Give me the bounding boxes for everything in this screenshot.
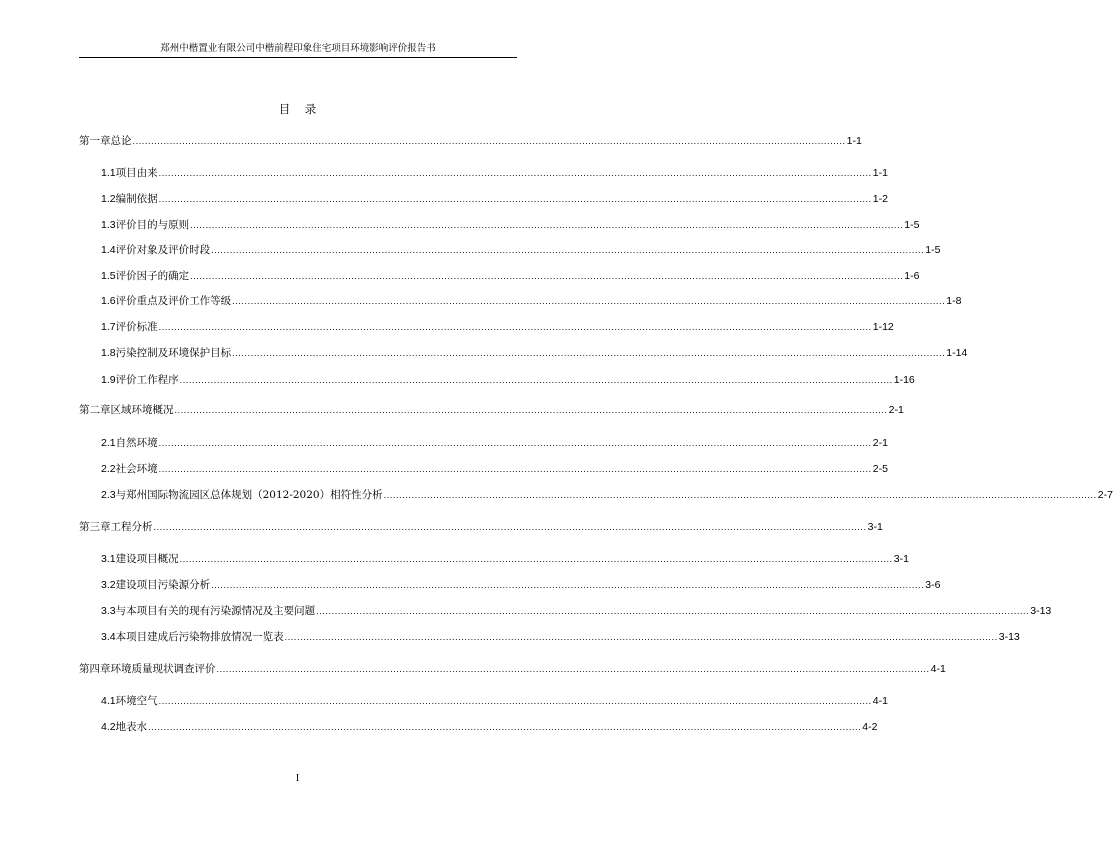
toc-entry-page: 1-5: [925, 244, 941, 256]
toc-entry-number: 3.1: [101, 553, 116, 565]
toc-entry-number: 4.1: [101, 695, 116, 707]
toc-entry-label: 区域环境概况: [110, 404, 174, 416]
toc-dot-leader: ......................................................................................................................................................................................................................................: [190, 271, 904, 281]
toc-entry-label: 环境质量现状调查评价: [110, 663, 216, 675]
toc-entry-page: 3-1: [893, 553, 909, 565]
toc-dot-leader: ......................................................................................................................................................................................................................................: [179, 375, 893, 385]
toc-entry-page: 2-5: [872, 463, 888, 475]
toc-entry-label: 评价对象及评价时段: [115, 244, 211, 256]
toc-dot-leader: ......................................................................................................................................................................................................................................: [190, 220, 904, 230]
toc-entry-label: 建设项目概况: [115, 553, 179, 565]
toc-entry-number: 1.8: [101, 347, 116, 359]
toc-section-entry[interactable]: [101, 628, 1020, 644]
toc-entry-number: 1.5: [101, 270, 116, 282]
toc-dot-leader: ......................................................................................................................................................................................................................................: [211, 245, 925, 255]
toc-entry-page: 1-6: [904, 270, 920, 282]
toc-dot-leader: ......................................................................................................................................................................................................................................: [148, 722, 862, 732]
toc-dot-leader: ......................................................................................................................................................................................................................................: [179, 554, 893, 564]
toc-entry-label: 污染控制及环境保护目标: [115, 347, 232, 359]
toc-entry-label: 评价目的与原则: [115, 219, 190, 231]
toc-entry-page: 1-12: [872, 321, 894, 333]
toc-entry-page: 1-16: [893, 374, 915, 386]
toc-dot-leader: ......................................................................................................................................................................................................................................: [158, 464, 872, 474]
toc-entry-number: 第三章: [79, 521, 111, 533]
toc-dot-leader: ......................................................................................................................................................................................................................................: [158, 322, 872, 332]
toc-entry-label: 评价因子的确定: [115, 270, 190, 282]
toc-dot-leader: ......................................................................................................................................................................................................................................: [158, 696, 872, 706]
toc-entry-label: 评价重点及评价工作等级: [115, 295, 232, 307]
toc-entry-label: 编制依据: [115, 193, 158, 205]
toc-entry-page: 2-1: [888, 404, 904, 416]
toc-dot-leader: ......................................................................................................................................................................................................................................: [211, 580, 925, 590]
toc-entry-number: 3.4: [101, 631, 116, 643]
toc-entry-number: 1.7: [101, 321, 116, 333]
toc-entry-label: 与郑州国际物流园区总体规划（2012-2020）相符性分析: [115, 489, 383, 501]
toc-entry-page: 2-1: [872, 437, 888, 449]
toc-entry-page: 3-6: [925, 579, 941, 591]
toc-entry-page: 3-1: [867, 521, 883, 533]
page-number: I: [295, 773, 300, 784]
toc-chapter-entry[interactable]: [79, 132, 862, 148]
toc-dot-leader: ......................................................................................................................................................................................................................................: [284, 632, 998, 642]
toc-entry-label: 评价工作程序: [115, 374, 179, 386]
toc-entry-page: 2-7: [1097, 489, 1113, 501]
toc-entry-number: 第一章: [79, 135, 111, 147]
toc-section-entry[interactable]: [101, 576, 941, 592]
toc-entry-page: 1-1: [846, 135, 862, 147]
toc-dot-leader: ......................................................................................................................................................................................................................................: [216, 664, 930, 674]
toc-entry-page: 4-1: [930, 663, 946, 675]
toc-entry-number: 2.2: [101, 463, 116, 475]
toc-entry-page: 1-14: [946, 347, 968, 359]
toc-dot-leader: ......................................................................................................................................................................................................................................: [174, 405, 888, 415]
toc-entry-page: 1-5: [904, 219, 920, 231]
toc-entry-label: 地表水: [115, 721, 148, 733]
toc-entry-label: 工程分析: [110, 521, 153, 533]
toc-entry-label: 评价标准: [115, 321, 158, 333]
toc-entry-label: 项目由来: [115, 167, 158, 179]
toc-entry-number: 1.9: [101, 374, 116, 386]
toc-entry-page: 3-13: [1030, 605, 1052, 617]
header-divider: [79, 57, 517, 58]
toc-section-entry[interactable]: [101, 267, 920, 283]
toc-dot-leader: ......................................................................................................................................................................................................................................: [158, 194, 872, 204]
toc-dot-leader: ......................................................................................................................................................................................................................................: [132, 136, 846, 146]
toc-section-entry[interactable]: [101, 190, 888, 206]
toc-section-entry[interactable]: [101, 718, 878, 734]
toc-entry-page: 4-1: [872, 695, 888, 707]
toc-section-entry[interactable]: [101, 216, 920, 232]
toc-entry-number: 第二章: [79, 404, 111, 416]
toc-entry-page: 3-13: [998, 631, 1020, 643]
toc-entry-number: 1.6: [101, 295, 116, 307]
document-header: 郑州中楷置业有限公司中楷前程印象住宅项目环境影响评价报告书: [160, 43, 436, 54]
toc-section-entry[interactable]: [101, 434, 888, 450]
toc-entry-number: 2.1: [101, 437, 116, 449]
toc-section-entry[interactable]: [101, 241, 941, 257]
toc-entry-number: 1.4: [101, 244, 116, 256]
toc-entry-page: 1-1: [872, 167, 888, 179]
toc-dot-leader: ......................................................................................................................................................................................................................................: [232, 296, 946, 306]
toc-section-entry[interactable]: [101, 486, 1113, 502]
toc-entry-label: 总论: [110, 135, 132, 147]
toc-section-entry[interactable]: [101, 164, 888, 180]
toc-section-entry[interactable]: [101, 344, 968, 360]
toc-entry-page: 1-8: [946, 295, 962, 307]
toc-dot-leader: ......................................................................................................................................................................................................................................: [383, 490, 1097, 500]
toc-section-entry[interactable]: [101, 318, 894, 334]
toc-entry-number: 2.3: [101, 489, 116, 501]
toc-dot-leader: ......................................................................................................................................................................................................................................: [158, 438, 872, 448]
toc-chapter-entry[interactable]: [79, 660, 946, 676]
toc-entry-page: 4-2: [862, 721, 878, 733]
toc-section-entry[interactable]: [101, 602, 1052, 618]
toc-dot-leader: ......................................................................................................................................................................................................................................: [158, 168, 872, 178]
toc-chapter-entry[interactable]: [79, 401, 904, 417]
toc-entry-label: 自然环境: [115, 437, 158, 449]
toc-entry-number: 3.3: [101, 605, 116, 617]
toc-entry-label: 与本项目有关的现有污染源情况及主要问题: [115, 605, 316, 617]
toc-entry-page: 1-2: [872, 193, 888, 205]
toc-entry-label: 本项目建成后污染物排放情况一览表: [115, 631, 284, 643]
toc-entry-label: 环境空气: [115, 695, 158, 707]
toc-title: 目 录: [278, 102, 317, 116]
toc-dot-leader: ......................................................................................................................................................................................................................................: [316, 606, 1030, 616]
toc-entry-number: 1.1: [101, 167, 116, 179]
toc-chapter-entry[interactable]: [79, 518, 883, 534]
toc-section-entry[interactable]: [101, 371, 915, 387]
toc-entry-label: 社会环境: [115, 463, 158, 475]
toc-entry-number: 第四章: [79, 663, 111, 675]
toc-dot-leader: ......................................................................................................................................................................................................................................: [232, 348, 946, 358]
toc-entry-number: 3.2: [101, 579, 116, 591]
toc-entry-label: 建设项目污染源分析: [115, 579, 211, 591]
toc-section-entry[interactable]: [101, 550, 909, 566]
toc-entry-number: 1.2: [101, 193, 116, 205]
toc-dot-leader: ......................................................................................................................................................................................................................................: [153, 522, 867, 532]
toc-section-entry[interactable]: [101, 292, 962, 308]
toc-section-entry[interactable]: [101, 692, 888, 708]
toc-entry-number: 4.2: [101, 721, 116, 733]
toc-entry-number: 1.3: [101, 219, 116, 231]
toc-section-entry[interactable]: [101, 460, 888, 476]
